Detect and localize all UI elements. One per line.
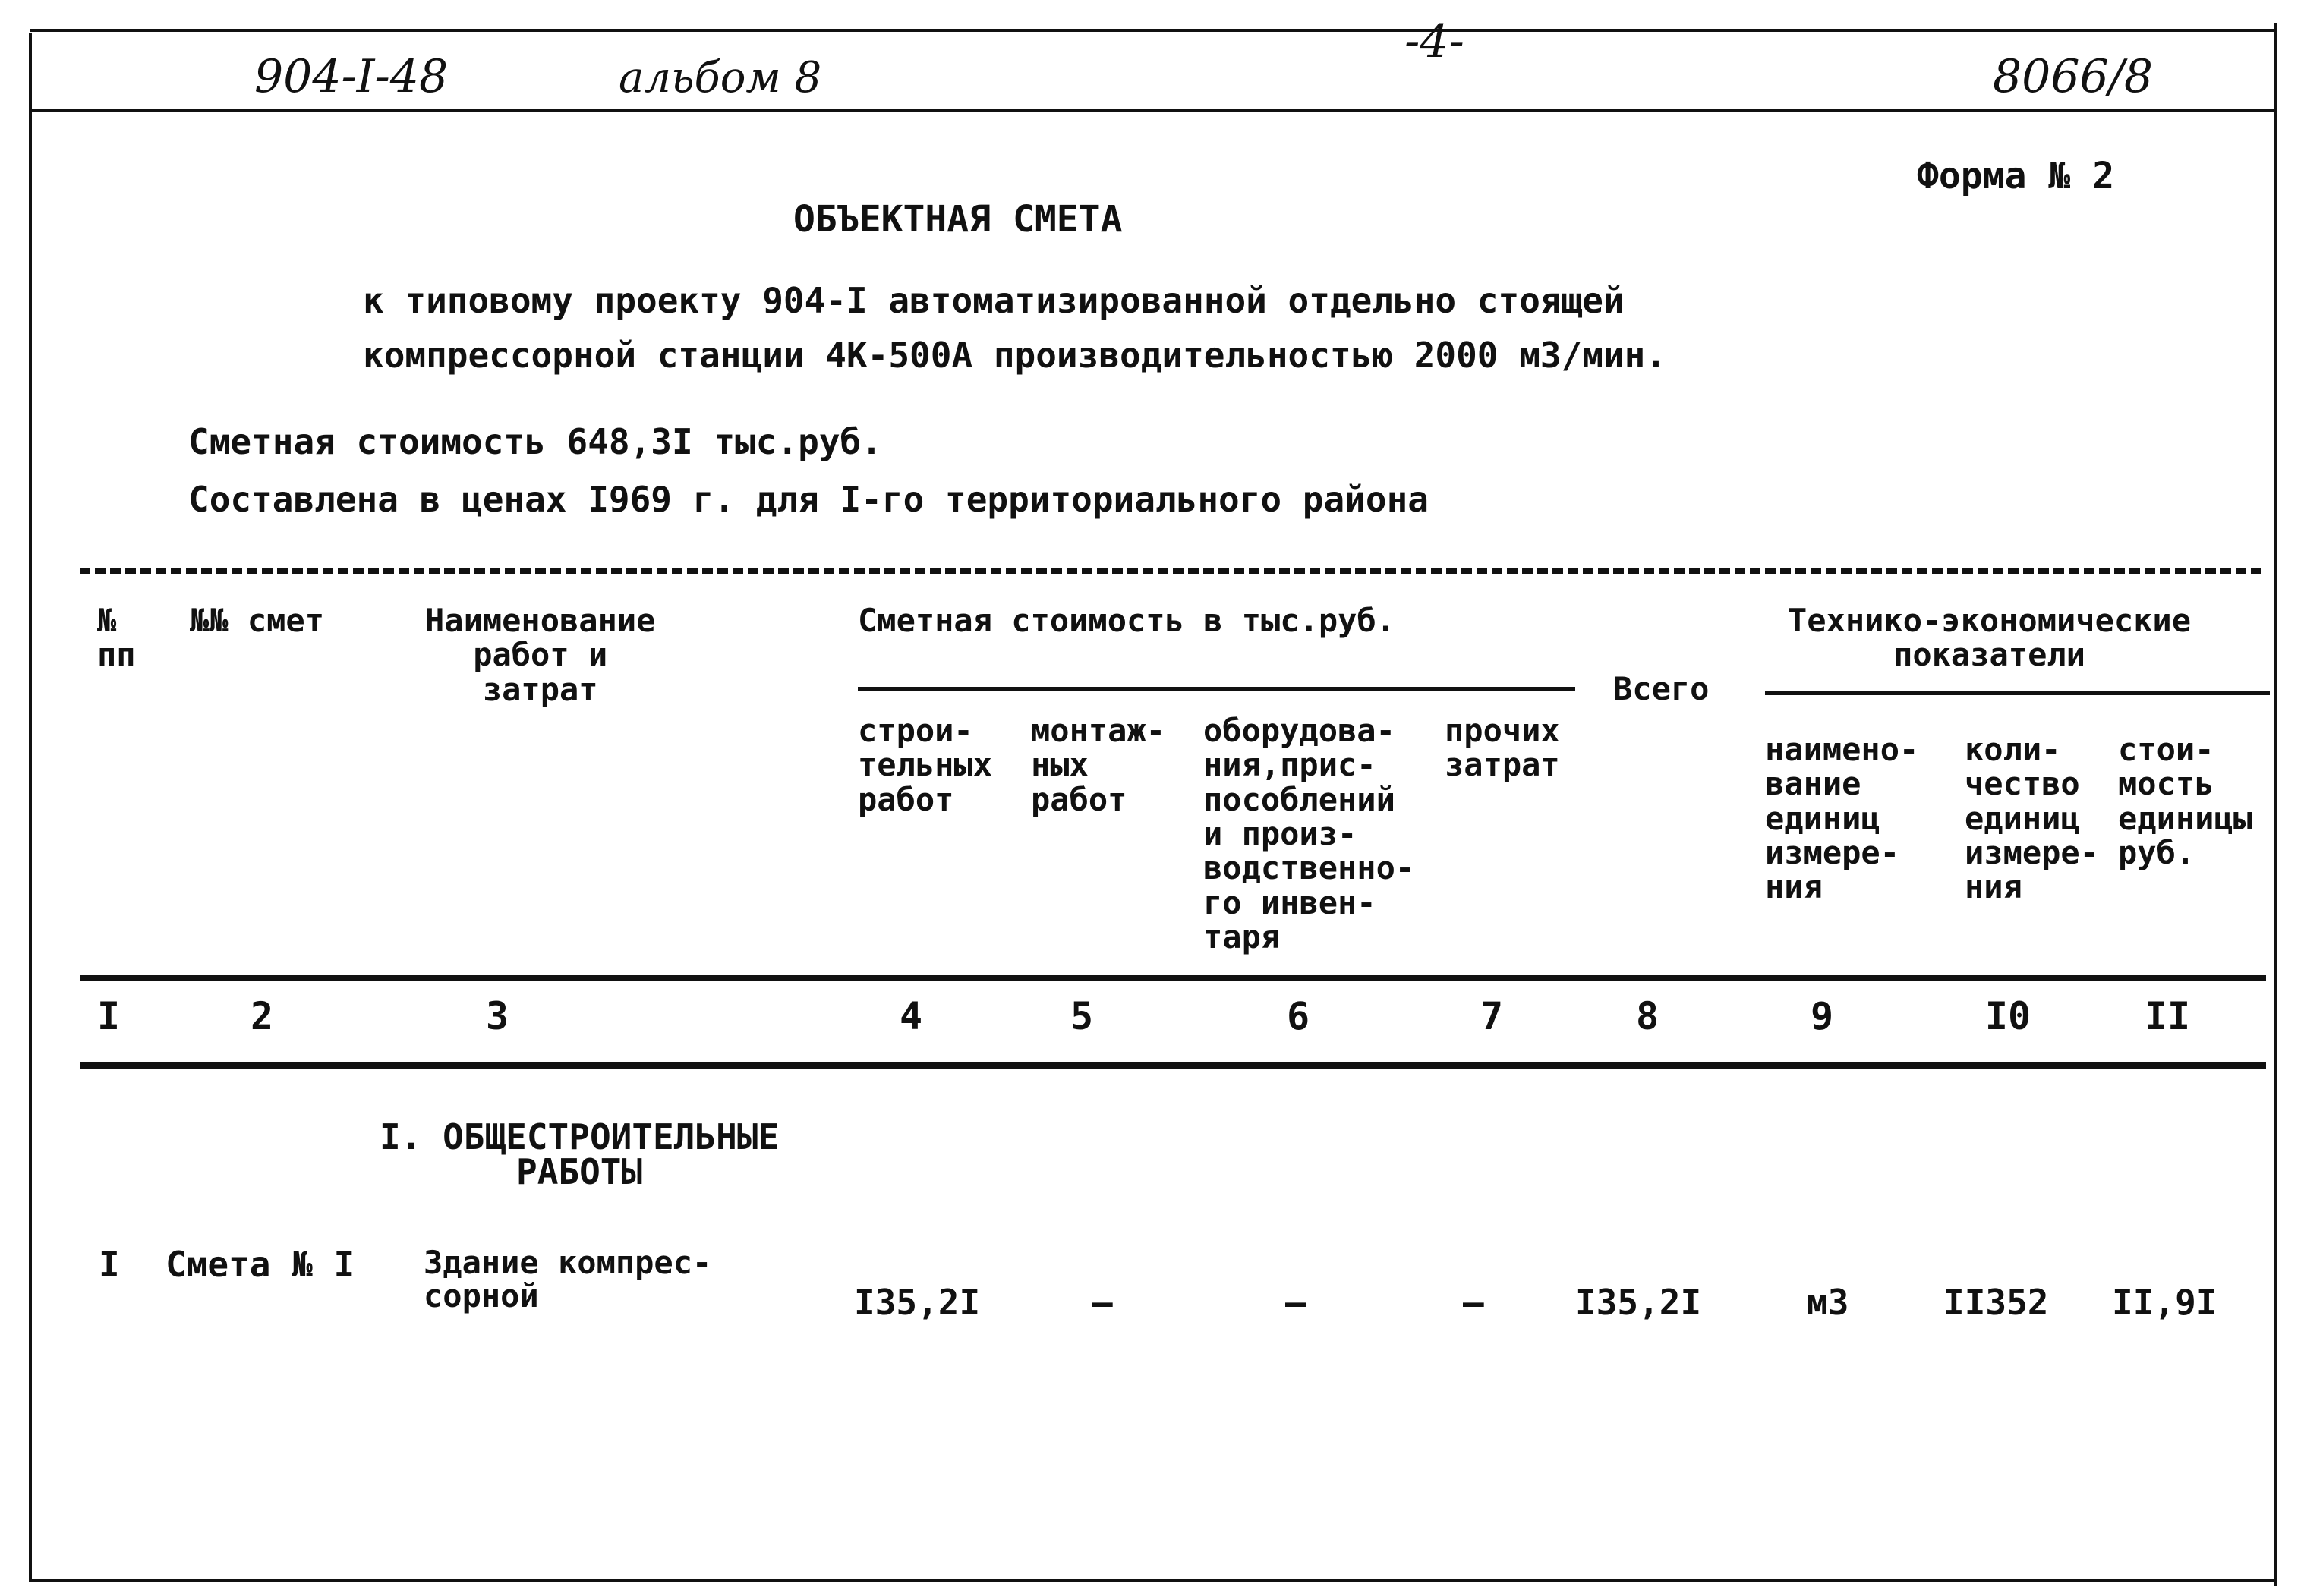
header-unit-name: наимено- вание единиц измере- ния (1765, 731, 1919, 906)
cost-group-rule (858, 687, 1575, 691)
row-unit-name: м3 (1807, 1282, 1849, 1323)
header-other: прочих затрат (1445, 712, 1560, 784)
col-number-8: 8 (1635, 994, 1659, 1038)
header-total: Всего (1613, 670, 1710, 707)
header-cost-group: Сметная стоимость в тыс.руб. (858, 602, 1396, 639)
sheet-code: 8066/8 (1993, 50, 2154, 103)
album-label: альбом 8 (619, 53, 822, 102)
estimated-cost: Сметная стоимость 648,3I тыс.руб. (188, 421, 882, 462)
project-code: 904-I-48 (254, 50, 449, 103)
col-number-1: I (96, 994, 121, 1038)
frame-left-border (29, 33, 32, 1582)
row-equipment: – (1285, 1282, 1306, 1323)
col-number-6: 6 (1286, 994, 1310, 1038)
col-number-2: 2 (250, 994, 274, 1038)
row-unit-cost: II,9I (2112, 1282, 2217, 1323)
row-name: Здание компрес- сорной (424, 1244, 712, 1315)
table-top-rule (80, 568, 2266, 574)
subtitle-line-2: компрессорной станции 4К-500А производительностью 2000 м3/мин. (363, 335, 1667, 376)
header-unit-qty: коли- чество единиц измере- ния (1965, 731, 2100, 906)
header-equipment: оборудова- ния,прис- пособлений и произ- водственно- го инвен- таря (1203, 712, 1415, 956)
frame-right-border (2274, 23, 2277, 1586)
row-other: – (1463, 1282, 1484, 1323)
col-numbers-bottom-rule (80, 1062, 2266, 1069)
row-unit-qty: II352 (1943, 1282, 2049, 1323)
col-number-7: 7 (1480, 994, 1504, 1038)
col-number-3: 3 (485, 994, 509, 1038)
stamp-bottom-border (30, 109, 2276, 112)
frame-bottom-border (30, 1579, 2276, 1582)
header-construction: строи- тельных работ (858, 712, 993, 818)
header-bottom-rule (80, 975, 2266, 981)
page-title: ОБЪЕКТНАЯ СМЕТА (793, 198, 1123, 241)
frame-top-border (30, 29, 2276, 32)
section-heading: I. ОБЩЕСТРОИТЕЛЬНЫЕ РАБОТЫ (380, 1116, 780, 1192)
prices-basis: Составлена в ценах I969 г. для I-го территориального района (188, 479, 1429, 520)
header-tech-group: Технико-экономические показатели (1788, 602, 2192, 674)
subtitle-line-1: к типовому проекту 904-I автоматизированной отдельно стоящей (363, 280, 1625, 321)
row-construction: I35,2I (854, 1282, 981, 1323)
row-total: I35,2I (1575, 1282, 1702, 1323)
col-number-11: II (2144, 994, 2191, 1038)
col-number-9: 9 (1810, 994, 1834, 1038)
header-unit-cost: стои- мость единицы руб. (2118, 731, 2253, 872)
col-number-5: 5 (1070, 994, 1094, 1038)
col-number-10: I0 (1984, 994, 2031, 1038)
header-name: Наименование работ и затрат (425, 602, 656, 708)
header-smeta: №№ смет (190, 602, 325, 639)
page-number: -4- (1404, 15, 1464, 68)
form-label: Форма № 2 (1917, 155, 2115, 197)
row-montage: – (1092, 1282, 1113, 1323)
tech-group-rule (1765, 691, 2270, 695)
header-montage: монтаж- ных работ (1031, 712, 1166, 818)
row-number: I (99, 1244, 120, 1285)
col-number-4: 4 (899, 994, 923, 1038)
row-smeta: Смета № I (165, 1244, 355, 1285)
header-number: № пп (97, 602, 136, 674)
